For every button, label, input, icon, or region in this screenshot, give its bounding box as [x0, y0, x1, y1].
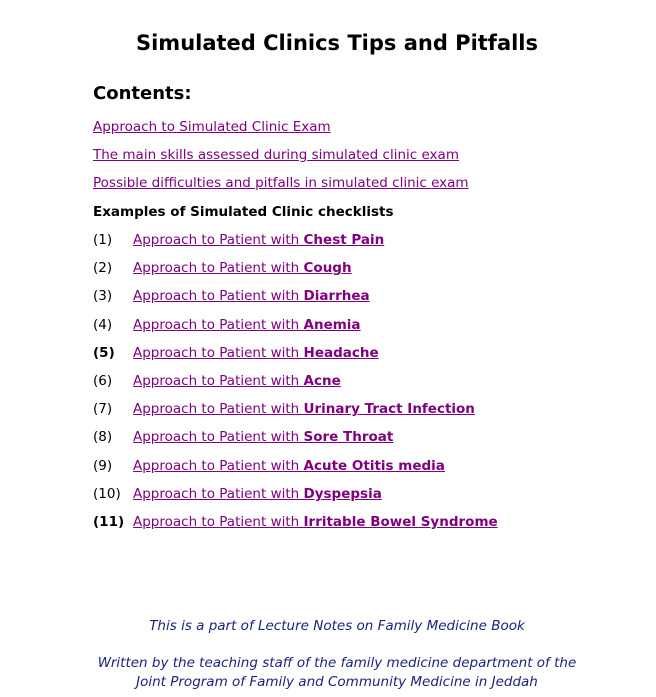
checklist-link[interactable]: [133, 372, 341, 390]
checklist-condition: Cough: [303, 260, 352, 276]
checklist-condition: Irritable Bowel Syndrome: [303, 514, 498, 530]
link-main-skills-assessed[interactable]: The main skills assessed during simulated clinic exam: [93, 147, 459, 163]
footer-authors-line1: Written by the teaching staff of the family medicine department of the: [97, 655, 577, 671]
checklist-condition: Sore Throat: [303, 429, 394, 445]
checklist-condition: Urinary Tract Infection: [303, 401, 475, 417]
checklist-link-prefix: Approach to Patient with: [133, 317, 304, 333]
checklist-link[interactable]: [133, 259, 352, 277]
checklist-condition: Acute Otitis media: [303, 458, 445, 474]
checklist-number: (11): [93, 514, 125, 530]
checklist-link[interactable]: [133, 400, 475, 418]
link-difficulties-and-pitfalls[interactable]: Possible difficulties and pitfalls in simulated clinic exam: [93, 175, 469, 191]
checklist-link[interactable]: [133, 231, 384, 249]
contents-heading: Contents:: [93, 83, 192, 104]
checklist-condition: Acne: [303, 373, 341, 389]
checklist-link-prefix: Approach to Patient with: [133, 514, 304, 530]
checklist-number: (7): [93, 401, 113, 417]
checklist-link[interactable]: [133, 485, 382, 503]
checklist-link[interactable]: [133, 287, 370, 305]
checklist-link[interactable]: [133, 513, 498, 531]
checklist-link-prefix: Approach to Patient with: [133, 260, 304, 276]
checklist-number: (4): [93, 317, 113, 333]
checklist-condition: Headache: [303, 345, 379, 361]
checklist-number: (1): [93, 232, 113, 248]
examples-heading: Examples of Simulated Clinic checklists: [93, 204, 394, 220]
checklist-number: (10): [93, 486, 121, 502]
checklist-link-prefix: Approach to Patient with: [133, 345, 304, 361]
checklist-number: (2): [93, 260, 113, 276]
footer-authors-line2: Joint Program of Family and Community Medicine in Jeddah: [136, 674, 538, 690]
checklist-link-prefix: Approach to Patient with: [133, 232, 304, 248]
checklist-link-prefix: Approach to Patient with: [133, 458, 304, 474]
checklist-number: (6): [93, 373, 113, 389]
checklist-link[interactable]: [133, 457, 445, 475]
checklist-condition: Anemia: [303, 317, 361, 333]
checklist-link[interactable]: [133, 344, 379, 362]
link-approach-simulated-clinic-exam[interactable]: Approach to Simulated Clinic Exam: [93, 119, 331, 135]
checklist-condition: Diarrhea: [303, 288, 370, 304]
checklist-link-prefix: Approach to Patient with: [133, 401, 304, 417]
checklist-link-prefix: Approach to Patient with: [133, 288, 304, 304]
checklist-number: (3): [93, 288, 113, 304]
footer-book-note: This is a part of Lecture Notes on Family Medicine Book: [149, 618, 525, 634]
checklist-link-prefix: Approach to Patient with: [133, 486, 304, 502]
checklist-link-prefix: Approach to Patient with: [133, 373, 304, 389]
checklist-link[interactable]: [133, 428, 393, 446]
checklist-number: (8): [93, 429, 113, 445]
checklist-link-prefix: Approach to Patient with: [133, 429, 304, 445]
checklist-condition: Chest Pain: [303, 232, 385, 248]
page-title: Simulated Clinics Tips and Pitfalls: [135, 31, 539, 55]
checklist-number: (9): [93, 458, 113, 474]
checklist-number: (5): [93, 345, 115, 361]
checklist-link[interactable]: [133, 316, 361, 334]
checklist-condition: Dyspepsia: [303, 486, 382, 502]
